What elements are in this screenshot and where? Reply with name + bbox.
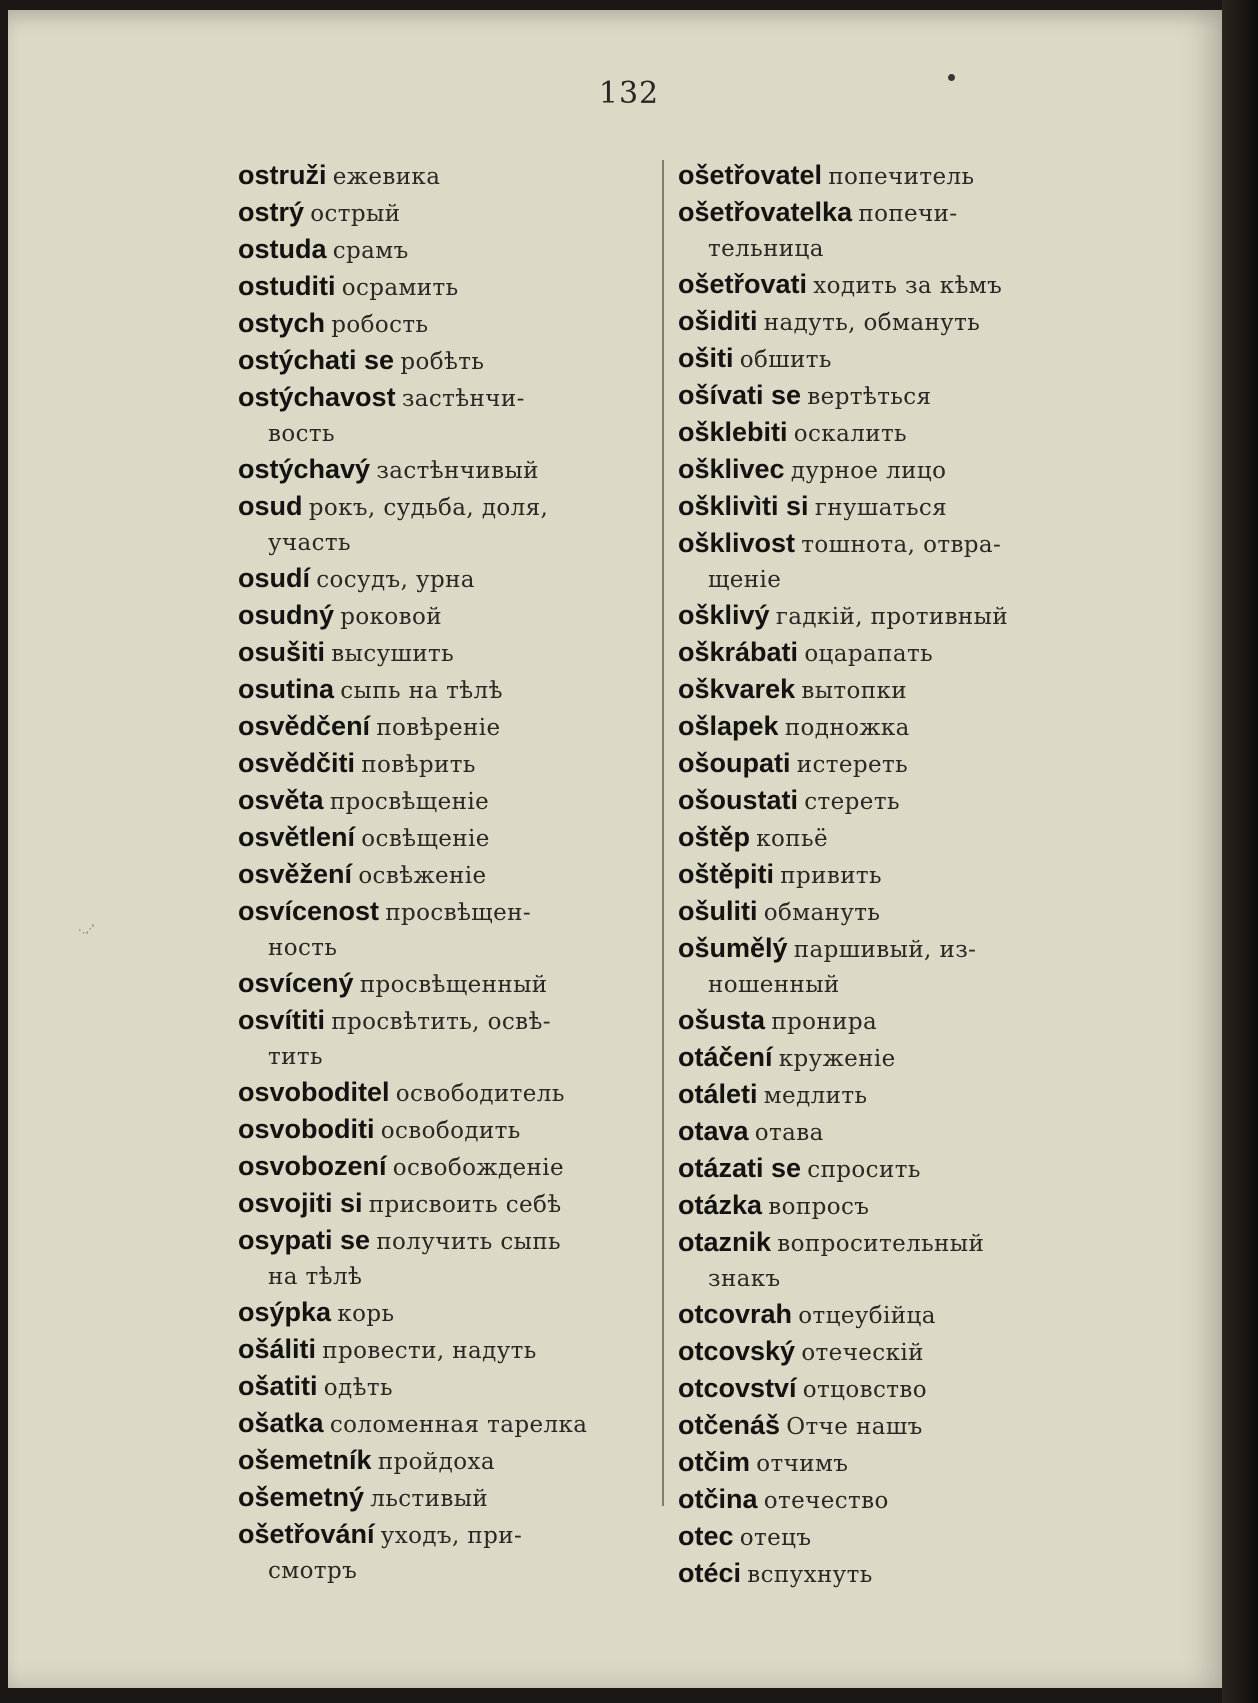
entry-headword: otava bbox=[678, 1116, 749, 1146]
entry-headword: ošetřovatelka bbox=[678, 197, 853, 227]
entry-translation-continuation: знакъ bbox=[708, 1266, 781, 1292]
dictionary-entry bbox=[678, 526, 1098, 598]
entry-translation: освобожденіе bbox=[392, 1155, 565, 1181]
entry-translation: отцовство bbox=[802, 1377, 927, 1403]
entry-translation: просвѣщеніе bbox=[329, 789, 490, 815]
book-spine bbox=[1222, 0, 1258, 1703]
entry-translation: обмануть bbox=[763, 900, 881, 926]
entry-translation: отцеубійца bbox=[798, 1303, 936, 1329]
entry-headword: osudí bbox=[238, 563, 310, 593]
entry-translation: медлить bbox=[763, 1083, 868, 1109]
entry-translation-continuation: вость bbox=[268, 421, 335, 447]
entry-headword: ošetřovatel bbox=[678, 160, 823, 190]
dictionary-entry bbox=[238, 1480, 658, 1517]
dictionary-entry bbox=[678, 1519, 1098, 1556]
dictionary-entry bbox=[678, 783, 1098, 820]
entry-translation: вопросъ bbox=[768, 1194, 870, 1220]
dictionary-entry bbox=[678, 1151, 1098, 1188]
entry-headword: osudný bbox=[238, 600, 335, 630]
entry-headword: otčim bbox=[678, 1447, 751, 1477]
entry-translation: гадкій, противный bbox=[775, 604, 1009, 630]
entry-translation: робость bbox=[331, 312, 429, 338]
dictionary-entry bbox=[238, 783, 658, 820]
entry-translation: рокъ, судьба, доля, bbox=[308, 495, 549, 521]
entry-translation: освободитель bbox=[395, 1081, 565, 1107]
dictionary-entry bbox=[678, 894, 1098, 931]
dictionary-entry bbox=[678, 1003, 1098, 1040]
entry-headword: osýpka bbox=[238, 1297, 332, 1327]
entry-headword: ošklivý bbox=[678, 600, 770, 630]
entry-headword: otaznik bbox=[678, 1227, 772, 1257]
entry-translation: просвѣщен- bbox=[385, 900, 532, 926]
dictionary-entry bbox=[678, 746, 1098, 783]
scan-smudge: ·.,·' bbox=[77, 921, 96, 938]
entry-translation: корь bbox=[337, 1301, 395, 1327]
entry-headword: otčenáš bbox=[678, 1410, 781, 1440]
entry-headword: otéci bbox=[678, 1558, 742, 1588]
entry-headword: ostruži bbox=[238, 160, 327, 190]
entry-headword: otázati se bbox=[678, 1153, 802, 1183]
dictionary-entry bbox=[238, 489, 658, 561]
dictionary-entry bbox=[678, 1408, 1098, 1445]
dictionary-entry bbox=[678, 635, 1098, 672]
entry-headword: ošlapek bbox=[678, 711, 779, 741]
entry-translation: стереть bbox=[804, 789, 900, 815]
entry-translation: острый bbox=[310, 201, 401, 227]
entry-headword: osvětlení bbox=[238, 822, 356, 852]
entry-translation-continuation: тельница bbox=[708, 236, 824, 262]
entry-headword: oškrábati bbox=[678, 637, 799, 667]
entry-translation: сыпь на тѣлѣ bbox=[340, 678, 503, 704]
dictionary-entry bbox=[238, 158, 658, 195]
entry-headword: ošusta bbox=[678, 1005, 766, 1035]
dictionary-entry bbox=[678, 1482, 1098, 1519]
entry-translation: Отче нашъ bbox=[786, 1414, 923, 1440]
entry-translation: привить bbox=[780, 863, 882, 889]
entry-translation: осрамить bbox=[341, 275, 459, 301]
entry-headword: otcovství bbox=[678, 1373, 797, 1403]
entry-translation: ходить за кѣмъ bbox=[813, 273, 1003, 299]
ink-dot bbox=[948, 74, 955, 81]
dictionary-entry bbox=[238, 709, 658, 746]
entry-translation: гнушаться bbox=[814, 495, 948, 521]
dictionary-entry bbox=[678, 1040, 1098, 1077]
entry-headword: ošklivìti si bbox=[678, 491, 809, 521]
entry-headword: osutina bbox=[238, 674, 335, 704]
dictionary-entry bbox=[678, 341, 1098, 378]
entry-translation: повѣрить bbox=[361, 752, 476, 778]
entry-translation: отчимъ bbox=[756, 1451, 849, 1477]
entry-translation: освободить bbox=[380, 1118, 521, 1144]
entry-translation: тошнота, отвра- bbox=[801, 532, 1002, 558]
dictionary-entry bbox=[238, 1295, 658, 1332]
entry-translation: отецъ bbox=[739, 1525, 812, 1551]
dictionary-entry bbox=[238, 232, 658, 269]
dictionary-entry bbox=[238, 1186, 658, 1223]
entry-translation: оцарапать bbox=[804, 641, 933, 667]
entry-translation: оскалить bbox=[793, 421, 907, 447]
dictionary-entry bbox=[678, 1188, 1098, 1225]
dictionary-entry bbox=[238, 195, 658, 232]
dictionary-entry bbox=[238, 857, 658, 894]
entry-translation: пронира bbox=[771, 1009, 878, 1035]
entry-headword: osypati se bbox=[238, 1225, 371, 1255]
entry-translation-continuation: смотръ bbox=[268, 1558, 358, 1584]
entry-translation: истереть bbox=[796, 752, 909, 778]
entry-translation-continuation: ношенный bbox=[708, 972, 840, 998]
dictionary-entry bbox=[678, 304, 1098, 341]
entry-headword: ošoustati bbox=[678, 785, 799, 815]
entry-headword: ošoupati bbox=[678, 748, 791, 778]
entry-translation: вспухнуть bbox=[747, 1562, 873, 1588]
entry-headword: otcovrah bbox=[678, 1299, 793, 1329]
entry-headword: otáčení bbox=[678, 1042, 773, 1072]
entry-translation-continuation: тить bbox=[268, 1044, 323, 1070]
dictionary-entry bbox=[678, 709, 1098, 746]
dictionary-entry bbox=[238, 598, 658, 635]
entry-headword: otčina bbox=[678, 1484, 758, 1514]
dictionary-entry bbox=[678, 1334, 1098, 1371]
entry-headword: osvědčiti bbox=[238, 748, 356, 778]
dictionary-entry bbox=[678, 195, 1098, 267]
entry-headword: otec bbox=[678, 1521, 734, 1551]
dictionary-entry bbox=[238, 966, 658, 1003]
dictionary-entry bbox=[678, 378, 1098, 415]
entry-translation: вопросительный bbox=[777, 1231, 985, 1257]
entry-translation: обшить bbox=[739, 347, 832, 373]
dictionary-entry bbox=[238, 894, 658, 966]
entry-headword: osvícenost bbox=[238, 896, 380, 926]
dictionary-entry bbox=[238, 380, 658, 452]
dictionary-entry bbox=[238, 635, 658, 672]
entry-headword: otázka bbox=[678, 1190, 763, 1220]
entry-headword: osvěta bbox=[238, 785, 324, 815]
entry-translation: срамъ bbox=[332, 238, 409, 264]
dictionary-entry bbox=[238, 1369, 658, 1406]
entry-headword: ostýchavost bbox=[238, 382, 396, 412]
entry-headword: ošuliti bbox=[678, 896, 758, 926]
right-column bbox=[678, 158, 1098, 1593]
entry-headword: oštěp bbox=[678, 822, 751, 852]
dictionary-entry bbox=[238, 1332, 658, 1369]
entry-translation: уходъ, при- bbox=[380, 1523, 523, 1549]
entry-headword: osvědčení bbox=[238, 711, 371, 741]
entry-headword: otáleti bbox=[678, 1079, 758, 1109]
dictionary-entry bbox=[678, 820, 1098, 857]
dictionary-entry bbox=[238, 1149, 658, 1186]
entry-headword: osvoboditel bbox=[238, 1077, 390, 1107]
entry-headword: ošumělý bbox=[678, 933, 788, 963]
dictionary-entry bbox=[678, 672, 1098, 709]
entry-translation: застѣнчивый bbox=[376, 458, 539, 484]
entry-translation: дурное лицо bbox=[790, 458, 947, 484]
entry-translation: соломенная тарелка bbox=[329, 1412, 588, 1438]
dictionary-entry bbox=[238, 306, 658, 343]
dictionary-entry bbox=[678, 1114, 1098, 1151]
dictionary-entry bbox=[238, 269, 658, 306]
entry-translation: освѣженіе bbox=[358, 863, 487, 889]
entry-translation: освѣщеніе bbox=[361, 826, 490, 852]
entry-headword: osvojiti si bbox=[238, 1188, 363, 1218]
entry-translation: повѣреніе bbox=[376, 715, 501, 741]
entry-translation: отеческій bbox=[801, 1340, 924, 1366]
entry-translation: пройдоха bbox=[377, 1449, 495, 1475]
entry-headword: osud bbox=[238, 491, 303, 521]
entry-translation: копьё bbox=[756, 826, 828, 852]
entry-headword: ošklivec bbox=[678, 454, 785, 484]
entry-headword: ošiti bbox=[678, 343, 734, 373]
entry-translation: попечитель bbox=[828, 164, 975, 190]
dictionary-entry bbox=[678, 452, 1098, 489]
dictionary-entry bbox=[238, 1517, 658, 1589]
entry-translation-continuation: ность bbox=[268, 935, 338, 961]
entry-translation: застѣнчи- bbox=[401, 386, 525, 412]
entry-headword: ošklivost bbox=[678, 528, 796, 558]
entry-translation: робѣть bbox=[400, 349, 485, 375]
entry-headword: ošemetník bbox=[238, 1445, 372, 1475]
entry-translation-continuation: щеніе bbox=[708, 567, 782, 593]
entry-headword: ostuda bbox=[238, 234, 327, 264]
entry-translation: спросить bbox=[807, 1157, 921, 1183]
entry-translation: вертѣться bbox=[807, 384, 932, 410]
entry-headword: ošatiti bbox=[238, 1371, 318, 1401]
dictionary-entry bbox=[678, 1077, 1098, 1114]
entry-headword: ostýchati se bbox=[238, 345, 395, 375]
entry-headword: ošemetný bbox=[238, 1482, 365, 1512]
entry-translation: круженіе bbox=[778, 1046, 896, 1072]
entry-translation-continuation: на тѣлѣ bbox=[268, 1264, 363, 1290]
dictionary-entry bbox=[238, 452, 658, 489]
entry-headword: ostýchavý bbox=[238, 454, 371, 484]
entry-headword: ostych bbox=[238, 308, 326, 338]
entry-headword: osvoboditi bbox=[238, 1114, 375, 1144]
left-column bbox=[238, 158, 658, 1589]
entry-headword: ošetřovati bbox=[678, 269, 808, 299]
entry-translation: вытопки bbox=[801, 678, 908, 704]
dictionary-entry bbox=[678, 857, 1098, 894]
dictionary-entry bbox=[678, 415, 1098, 452]
dictionary-entry bbox=[238, 1443, 658, 1480]
entry-translation: отечество bbox=[763, 1488, 889, 1514]
entry-headword: osušiti bbox=[238, 637, 326, 667]
entry-headword: osvobození bbox=[238, 1151, 387, 1181]
entry-translation: провести, надуть bbox=[322, 1338, 537, 1364]
dictionary-entry bbox=[678, 1556, 1098, 1593]
dictionary-entry bbox=[238, 1406, 658, 1443]
entry-translation: присвоить себѣ bbox=[368, 1192, 562, 1218]
dictionary-entry bbox=[678, 931, 1098, 1003]
entry-translation: высушить bbox=[331, 641, 455, 667]
entry-translation: паршивый, из- bbox=[793, 937, 977, 963]
dictionary-entry bbox=[238, 561, 658, 598]
entry-translation: ежевика bbox=[332, 164, 441, 190]
entry-headword: ošiditi bbox=[678, 306, 758, 336]
dictionary-entry bbox=[678, 1445, 1098, 1482]
dictionary-entry bbox=[678, 598, 1098, 635]
dictionary-entry bbox=[238, 1223, 658, 1295]
page-number: 132 bbox=[598, 76, 660, 111]
dictionary-entry bbox=[678, 1371, 1098, 1408]
entry-headword: oštěpiti bbox=[678, 859, 775, 889]
dictionary-entry bbox=[238, 1003, 658, 1075]
dictionary-entry bbox=[238, 1075, 658, 1112]
entry-translation: просвѣщенный bbox=[359, 972, 548, 998]
dictionary-entry bbox=[238, 1112, 658, 1149]
column-divider bbox=[662, 160, 664, 1506]
entry-translation: роковой bbox=[340, 604, 442, 630]
entry-translation: отава bbox=[754, 1120, 824, 1146]
entry-translation: надуть, обмануть bbox=[763, 310, 981, 336]
dictionary-entry bbox=[678, 267, 1098, 304]
entry-headword: osvícený bbox=[238, 968, 354, 998]
entry-headword: ošatka bbox=[238, 1408, 324, 1438]
entry-translation: одѣть bbox=[323, 1375, 393, 1401]
dictionary-entry bbox=[238, 820, 658, 857]
entry-translation: получить сыпь bbox=[376, 1229, 561, 1255]
dictionary-entry bbox=[678, 1297, 1098, 1334]
dictionary-entry bbox=[678, 1225, 1098, 1297]
entry-headword: otcovský bbox=[678, 1336, 796, 1366]
entry-headword: ošáliti bbox=[238, 1334, 317, 1364]
dictionary-entry bbox=[238, 746, 658, 783]
dictionary-entry bbox=[238, 343, 658, 380]
dictionary-entry bbox=[678, 489, 1098, 526]
dictionary-entry bbox=[238, 672, 658, 709]
entry-headword: ostrý bbox=[238, 197, 305, 227]
entry-headword: ošetřování bbox=[238, 1519, 375, 1549]
entry-headword: osvěžení bbox=[238, 859, 353, 889]
entry-translation: сосудъ, урна bbox=[316, 567, 475, 593]
entry-headword: osvítiti bbox=[238, 1005, 326, 1035]
entry-translation: льстивый bbox=[370, 1486, 489, 1512]
entry-headword: ošívati se bbox=[678, 380, 802, 410]
dictionary-entry bbox=[678, 158, 1098, 195]
entry-translation: подножка bbox=[784, 715, 910, 741]
entry-headword: ošklebiti bbox=[678, 417, 788, 447]
entry-headword: oškvarek bbox=[678, 674, 796, 704]
entry-translation: попечи- bbox=[858, 201, 958, 227]
entry-translation-continuation: участь bbox=[268, 530, 351, 556]
entry-headword: ostuditi bbox=[238, 271, 336, 301]
entry-translation: просвѣтить, освѣ- bbox=[331, 1009, 551, 1035]
